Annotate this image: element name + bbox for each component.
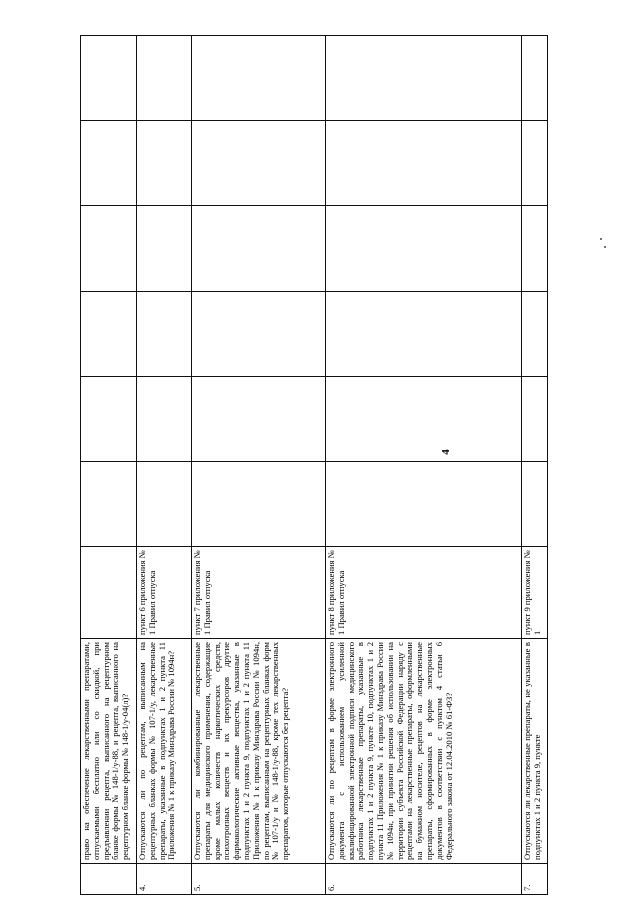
table-row: [326, 36, 522, 895]
checklist-table: [80, 35, 548, 895]
scan-speck: [604, 246, 606, 248]
row-question: право на обеспечение лекарственными препаратами, отпускаемыми бесплатно или со скидкой, при предъявлении рецепта, выписанного на рецептурном бланке формы № 148-1/у-88, и рецепта, выписанного на рецептурном бланке формы № 148-1/у-04(л)?: [81, 639, 137, 864]
row-number: [81, 864, 137, 895]
page-number: 4: [440, 449, 452, 455]
row-reference: пункт 8 приложения № 1 Правил отпуска: [326, 547, 522, 639]
scan-speck: [600, 238, 602, 240]
row-reference: пункт 7 приложения № 1 Правил отпуска: [192, 547, 326, 639]
row-number: 6.: [326, 864, 522, 895]
row-number: 4.: [137, 864, 192, 895]
row-question: Отпускаются ли по рецептам, выписанным на рецептурных бланках формы № 107-1/у, лекарственные препараты, указанные в подпунктах 1 и 2 пункта 11 Приложения № 1 к приказу Минздрава России № 1094н?: [137, 639, 192, 864]
table-row: [81, 36, 137, 895]
table-row: [192, 36, 326, 895]
table-row: [522, 36, 548, 895]
row-question: Отпускаются ли лекарственные препараты, не указанные в подпунктах 1 и 2 пункта 9, пункте: [522, 639, 548, 864]
row-question: Отпускаются ли по рецептам в форме электронного документа с использованием усиленной квалифицированной электронной подписи медицинского работника лекарственные препараты, указанные в подпунктах 1 и 2 пункта 9, пункте 10, подпунктах 1 и 2 пункта 11 Приложения № 1 к приказу Минздрава России № 1094н, при принятии решения об использовании на территории субъекта Российской Федерации наряду с рецептами на лекарственные препараты, оформленными на бумажном носителе, рецептов на лекарственные препараты, сформированных в форме электронных документов в соответствии с пунктом 4 статьи 6 Федерального закона от 12.04.2010 № 61-ФЗ?: [326, 639, 522, 864]
row-reference: пункт 9 приложения № 1: [522, 547, 548, 639]
row-number: 7.: [522, 864, 548, 895]
row-number: 5.: [192, 864, 326, 895]
row-reference: [81, 547, 137, 639]
row-question: Отпускаются ли комбинированные лекарственные препараты для медицинского применения, содержащие кроме малых количеств наркотических средств, психотропных веществ и их прекурсоров другие фармакологические активные вещества, указанные в подпунктах 1 и 2 пункта 9, подпунктах 1 и 2 пункта 11 Приложения № 1 к приказу Минздрава России № 1094н, по рецептам, выписанным на рецептурных бланках форм № 107-1/у и № 148-1/у-88, кроме тех лекарственных препаратов, которые отпускаются без рецепта?: [192, 639, 326, 864]
table-row: [137, 36, 192, 895]
rotated-page-content: [80, 35, 555, 895]
row-reference: пункт 6 приложения № 1 Правил отпуска: [137, 547, 192, 639]
